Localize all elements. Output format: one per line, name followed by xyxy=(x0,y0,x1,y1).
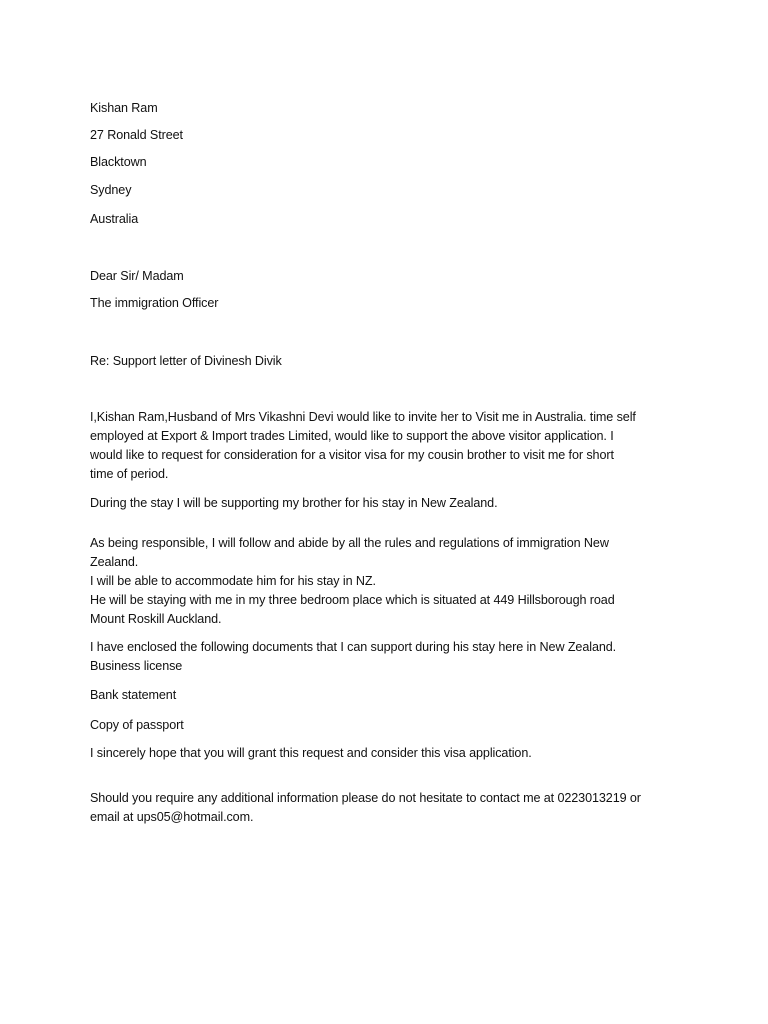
paragraph-1-line-3: would like to request for consideration for a visitor visa for my cousin brother to visit me for short xyxy=(90,448,614,462)
sender-suburb: Blacktown xyxy=(90,155,147,169)
paragraph-3-line-3: I will be able to accommodate him for his stay in NZ. xyxy=(90,574,376,588)
sender-city: Sydney xyxy=(90,183,132,197)
paragraph-5: I sincerely hope that you will grant this request and consider this visa application. xyxy=(90,746,532,760)
closing-line-1: Should you require any additional information please do not hesitate to contact me at 0223013219 or xyxy=(90,791,641,805)
document-business-license: Business license xyxy=(90,659,183,673)
paragraph-3-line-1: As being responsible, I will follow and abide by all the rules and regulations of immigration New xyxy=(90,536,609,550)
paragraph-1-line-1: I,Kishan Ram,Husband of Mrs Vikashni Devi would like to invite her to Visit me in Australia. time self xyxy=(90,410,636,424)
paragraph-2: During the stay I will be supporting my brother for his stay in New Zealand. xyxy=(90,496,498,510)
paragraph-1-line-2: employed at Export & Import trades Limited, would like to support the above visitor application. I xyxy=(90,429,614,443)
paragraph-1-line-4: time of period. xyxy=(90,467,169,481)
closing-line-2: email at ups05@hotmail.com. xyxy=(90,810,254,824)
document-bank-statement: Bank statement xyxy=(90,688,177,702)
salutation: Dear Sir/ Madam xyxy=(90,269,184,283)
sender-street: 27 Ronald Street xyxy=(90,128,183,142)
sender-country: Australia xyxy=(90,212,139,226)
paragraph-4-line-1: I have enclosed the following documents that I can support during his stay here in New Zealand. xyxy=(90,640,617,654)
recipient: The immigration Officer xyxy=(90,296,219,310)
subject-line: Re: Support letter of Divinesh Divik xyxy=(90,354,282,368)
paragraph-3-line-2: Zealand. xyxy=(90,555,139,569)
paragraph-3-line-4: He will be staying with me in my three bedroom place which is situated at 449 Hillsborough road xyxy=(90,593,615,607)
paragraph-3-line-5: Mount Roskill Auckland. xyxy=(90,612,222,626)
document-passport-copy: Copy of passport xyxy=(90,718,184,732)
sender-name: Kishan Ram xyxy=(90,101,158,115)
